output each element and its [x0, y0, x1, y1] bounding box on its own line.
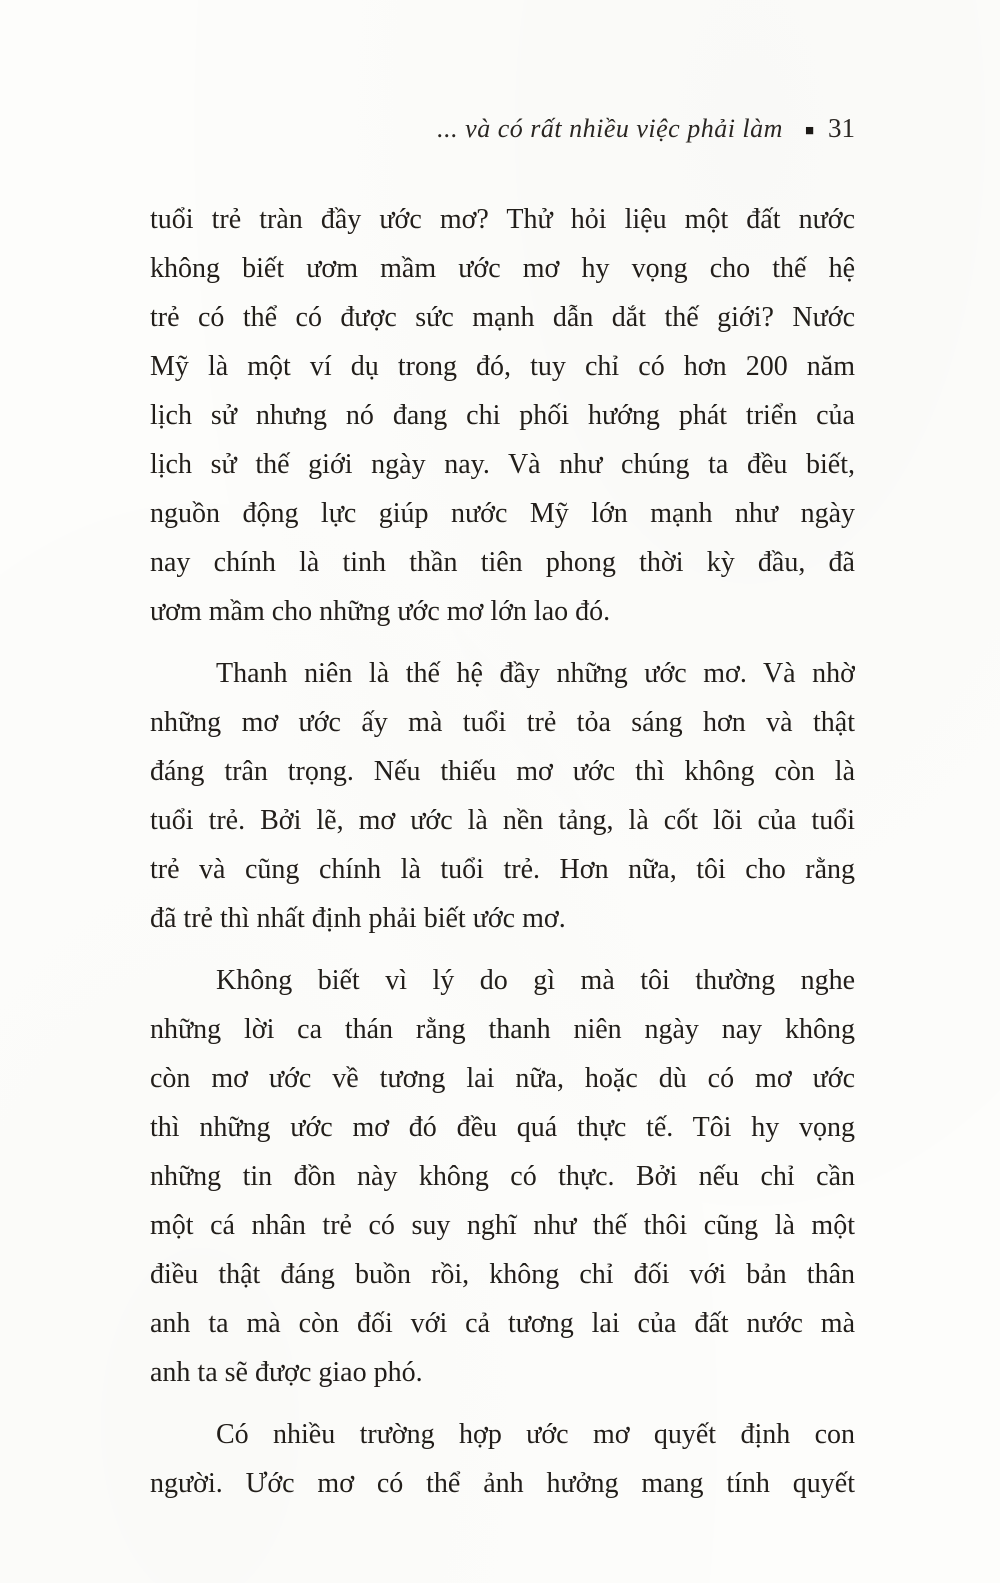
- body-line: những tin đồn này không có thực. Bởi nếu chỉ cần: [150, 1161, 855, 1192]
- paragraph-2: [150, 649, 855, 943]
- body-line: trẻ có thể có được sức mạnh dẫn dắt thế giới? Nước: [150, 302, 855, 333]
- body-line: lịch sử nhưng nó đang chi phối hướng phát triển của: [150, 400, 855, 431]
- body-line: còn mơ ước về tương lai nữa, hoặc dù có mơ ước: [150, 1063, 855, 1094]
- body-text: [150, 195, 855, 1508]
- body-line: trẻ và cũng chính là tuổi trẻ. Hơn nữa, tôi cho rằng: [150, 854, 855, 885]
- running-title: ... và có rất nhiều việc phải làm: [437, 114, 783, 143]
- body-line: những lời ca thán rằng thanh niên ngày nay không: [150, 1014, 855, 1045]
- page-number: 31: [828, 113, 855, 143]
- body-line: người. Ước mơ có thể ảnh hưởng mang tính quyết: [150, 1468, 855, 1499]
- body-line: những mơ ước ấy mà tuổi trẻ tỏa sáng hơn và thật: [150, 707, 855, 738]
- body-line: điều thật đáng buồn rồi, không chỉ đối với bản thân: [150, 1259, 855, 1290]
- body-line: Không biết vì lý do gì mà tôi thường nghe: [216, 965, 855, 996]
- body-line: Thanh niên là thế hệ đầy những ước mơ. Và nhờ: [216, 658, 855, 689]
- paragraph-1: [150, 195, 855, 636]
- body-line: ươm mầm cho những ước mơ lớn lao đó.: [150, 596, 611, 627]
- body-line: anh ta mà còn đối với cả tương lai của đất nước mà: [150, 1308, 855, 1339]
- paragraph-3: [150, 956, 855, 1397]
- body-line: anh ta sẽ được giao phó.: [150, 1357, 423, 1388]
- body-line: Có nhiều trường hợp ước mơ quyết định con: [216, 1419, 855, 1450]
- body-line: đã trẻ thì nhất định phải biết ước mơ.: [150, 903, 566, 934]
- body-line: tuổi trẻ tràn đầy ước mơ? Thử hỏi liệu một đất nước: [150, 204, 855, 235]
- body-line: đáng trân trọng. Nếu thiếu mơ ước thì không còn là: [150, 756, 855, 787]
- body-line: Mỹ là một ví dụ trong đó, tuy chỉ có hơn 200 năm: [150, 351, 855, 382]
- body-line: một cá nhân trẻ có suy nghĩ như thế thôi cũng là một: [150, 1210, 855, 1241]
- paragraph-4: [150, 1410, 855, 1508]
- body-line: thì những ước mơ đó đều quá thực tế. Tôi hy vọng: [150, 1112, 855, 1143]
- body-line: lịch sử thế giới ngày nay. Và như chúng ta đều biết,: [150, 449, 855, 480]
- body-line: nay chính là tinh thần tiên phong thời kỳ đầu, đã: [150, 547, 855, 578]
- body-line: tuổi trẻ. Bởi lẽ, mơ ước là nền tảng, là cốt lõi của tuổi: [150, 805, 855, 836]
- body-line: nguồn động lực giúp nước Mỹ lớn mạnh như ngày: [150, 498, 855, 529]
- body-line: không biết ươm mầm ước mơ hy vọng cho thế hệ: [150, 253, 855, 284]
- running-header: [150, 108, 855, 148]
- square-bullet-icon: ■: [804, 123, 814, 139]
